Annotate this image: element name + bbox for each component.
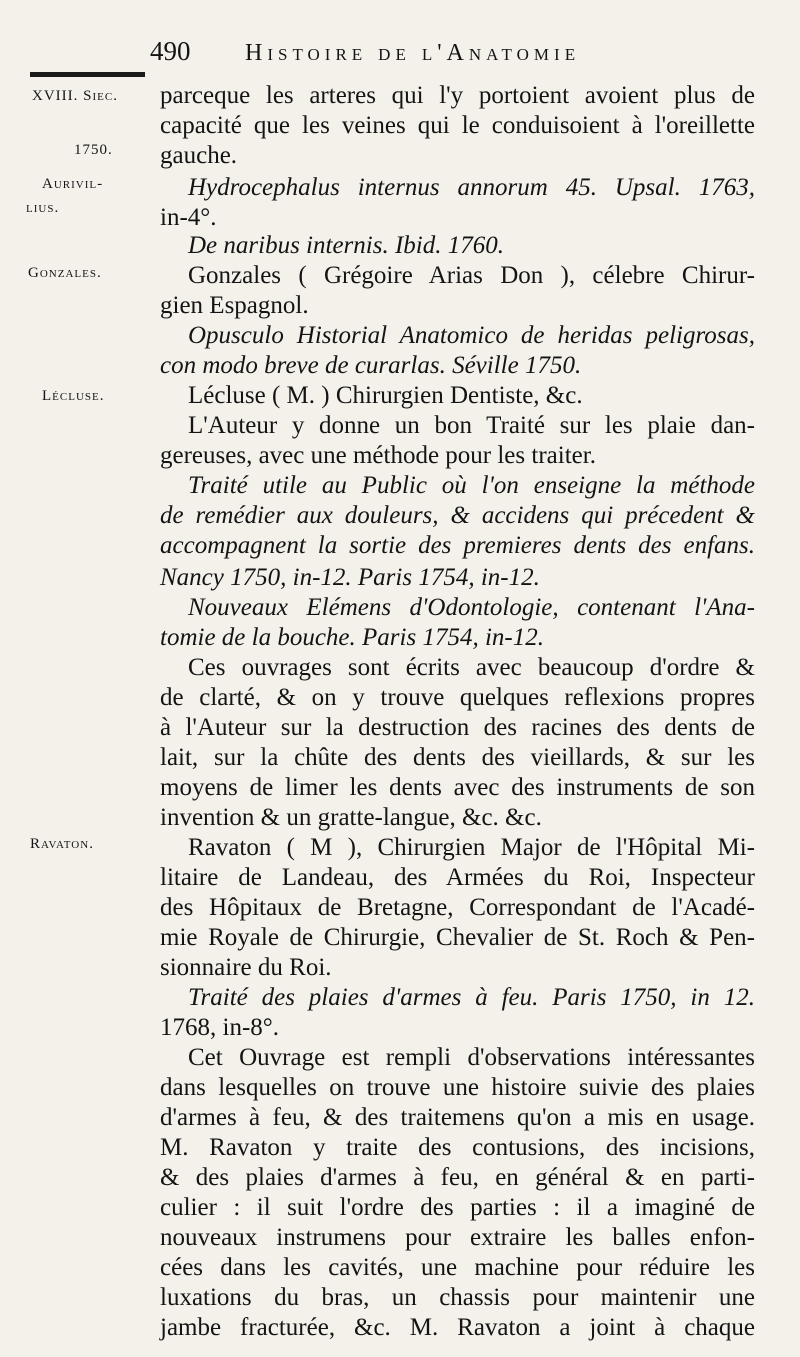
text-line: culier : il suit l'ordre des parties : il a imaginé de	[160, 1194, 755, 1221]
text-line: moyens de limer les dents avec des instruments de son	[160, 774, 755, 801]
header-rule	[30, 72, 145, 77]
page-number: 490	[150, 36, 191, 66]
text-line: De naribus internis. Ibid. 1760.	[188, 232, 504, 259]
text-line: M. Ravaton y traite des contusions, des incisions,	[160, 1134, 755, 1161]
text-line: Opusculo Historial Anatomico de heridas peligrosas,	[188, 322, 755, 349]
text-line: capacité que les veines qui le conduisoient à l'oreillette	[160, 112, 755, 139]
text-line: sionnaire du Roi.	[160, 954, 332, 981]
margin-century: XVIII. Siec.	[32, 88, 118, 104]
text-line: de clarté, & on y trouve quelques reflexions propres	[160, 684, 755, 711]
text-line: Gonzales ( Grégoire Arias Don ), célebre Chirur-	[188, 262, 755, 289]
text-line: Traité utile au Public où l'on enseigne la méthode	[188, 472, 755, 499]
text-line: & des plaies d'armes à feu, en général & en parti-	[160, 1164, 755, 1191]
text-line: in-4°.	[160, 204, 217, 231]
text-line: 1768, in-8°.	[160, 1014, 280, 1041]
text-line: parceque les arteres qui l'y portoient avoient plus de	[160, 82, 755, 109]
text-line: accompagnent la sortie des premieres dents des enfans.	[160, 532, 755, 559]
margin-gonzales: Gonzales.	[28, 265, 102, 281]
text-line: nouveaux instrumens pour extraire les balles enfon-	[160, 1224, 755, 1251]
text-line: Hydrocephalus internus annorum 45. Upsal. 1763,	[188, 174, 755, 201]
text-line: jambe fracturée, &c. M. Ravaton a joint à chaque	[160, 1314, 755, 1341]
margin-aurivillius-2: lius.	[26, 200, 60, 216]
text-line: Nouveaux Elémens d'Odontologie, contenant l'Ana-	[188, 594, 755, 621]
text-line: Traité des plaies d'armes à feu. Paris 1750, in 12.	[188, 984, 755, 1011]
text-line: d'armes à feu, & des traitemens qu'on a mis en usage.	[160, 1104, 755, 1131]
text-line: gien Espagnol.	[160, 292, 309, 319]
text-line: Ces ouvrages sont écrits avec beaucoup d'ordre &	[188, 654, 755, 681]
text-line: Cet Ouvrage est rempli d'observations intéressantes	[188, 1044, 755, 1071]
text-line: lait, sur la chûte des dents des vieillards, & sur les	[160, 744, 755, 771]
margin-aurivillius-1: Aurivil-	[42, 176, 104, 192]
text-line: des Hôpitaux de Bretagne, Correspondant de l'Acadé-	[160, 894, 755, 921]
text-line: mie Royale de Chirurgie, Chevalier de St. Roch & Pen-	[160, 924, 755, 951]
margin-ravaton: Ravaton.	[30, 836, 94, 852]
page-header	[150, 30, 760, 70]
text-line: invention & un gratte-langue, &c. &c.	[160, 804, 542, 831]
margin-year: 1750.	[74, 142, 113, 158]
running-title: Histoire de l'Anatomie	[245, 40, 581, 66]
text-line: luxations du bras, un chassis pour maintenir une	[160, 1284, 755, 1311]
margin-lecluse: Lécluse.	[42, 388, 105, 404]
text-line: Lécluse ( M. ) Chirurgien Dentiste, &c.	[188, 382, 583, 409]
text-line: Nancy 1750, in-12. Paris 1754, in-12.	[160, 564, 540, 591]
text-line: gereuses, avec une méthode pour les traiter.	[160, 442, 596, 469]
text-line: cées dans les cavités, une machine pour réduire les	[160, 1254, 755, 1281]
text-line: de remédier aux douleurs, & accidens qui précedent &	[160, 502, 755, 529]
text-line: tomie de la bouche. Paris 1754, in-12.	[160, 624, 544, 651]
text-line: L'Auteur y donne un bon Traité sur les plaie dan-	[188, 412, 755, 439]
text-line: à l'Auteur sur la destruction des racines des dents de	[160, 714, 755, 741]
text-line: dans lesquelles on trouve une histoire suivie des plaies	[160, 1074, 755, 1101]
text-line: con modo breve de curarlas. Séville 1750.	[160, 352, 582, 379]
text-line: Ravaton ( M ), Chirurgien Major de l'Hôpital Mi-	[188, 834, 755, 861]
text-line: gauche.	[160, 142, 238, 169]
text-line: litaire de Landeau, des Armées du Roi, Inspecteur	[160, 864, 755, 891]
